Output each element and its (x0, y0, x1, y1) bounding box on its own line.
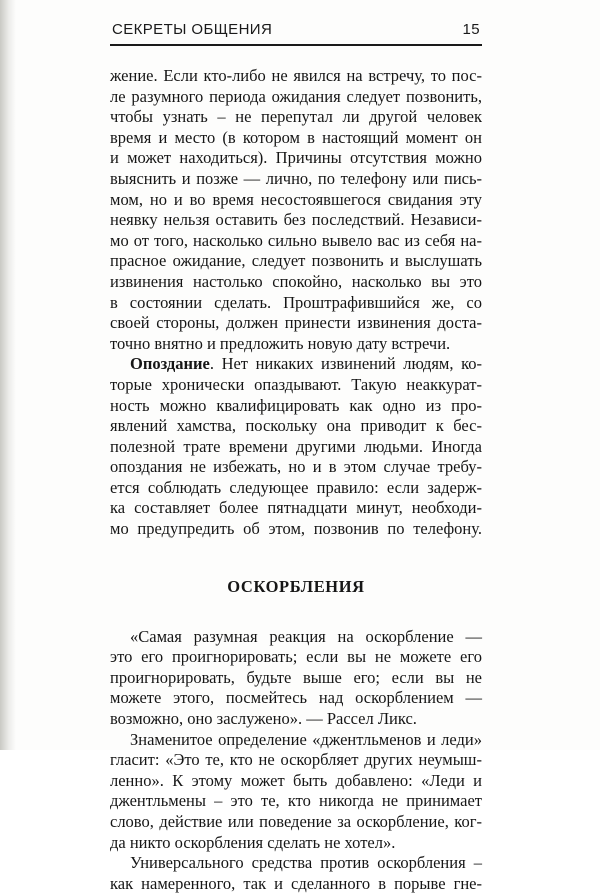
text-line: выяснить и позже — лично, по телефону или пись- (110, 168, 482, 188)
text-line: ность можно квалифицировать как одно из про- (110, 395, 482, 415)
text-line: ле разумного периода ожидания следует позвонить, (110, 86, 482, 106)
text-line: ленно». К этому может быть добавлено: «Леди и (110, 770, 482, 790)
text-line: в состоянии сделать. Проштрафившийся же, со (110, 292, 482, 312)
text-line: явлений хамства, поскольку она приводит к бес- (110, 416, 482, 436)
paragraph-missed-meeting (110, 66, 482, 354)
running-header (110, 18, 482, 46)
text-line: опоздания не избежать, но и в этом случае требу- (110, 457, 482, 477)
text-line: торые хронически опаздывают. Такую неаккурат- (110, 374, 482, 394)
text-line: слово, действие или поведение за оскорбление, ког- (110, 812, 482, 831)
page-gutter-shadow (0, 0, 16, 750)
text-line: Универсального средства против оскорбления – (130, 853, 482, 873)
text-line: извинения настолько спокойно, насколько вы это (110, 271, 482, 291)
text-line: время и место (в котором в настоящий момент он (110, 127, 482, 147)
text-line: гласит: «Это те, кто не оскорбляет других неумыш- (110, 750, 482, 770)
text-line (110, 354, 482, 375)
text-line: мом, но и во время несостоявшегося свидания эту (110, 189, 482, 209)
running-header-title: СЕКРЕТЫ ОБЩЕНИЯ (112, 21, 273, 38)
text-line: «Самая разумная реакция на оскорбление — (130, 626, 482, 646)
text-line: как намеренного, так и сделанного в порыве гне- (110, 873, 482, 893)
text-line: ется соблюдать следующее правило: если задерж- (110, 477, 482, 497)
text-line: это его проигнорировать; если вы не можете его (110, 647, 482, 667)
text-line: Знаменитое определение «джентльменов и леди» (130, 729, 482, 749)
term-lateness: Опоздание (130, 354, 210, 374)
text-line: мо от того, насколько сильно вывело вас из себя на- (110, 230, 482, 250)
paragraph-definition (110, 730, 482, 854)
text-line: жение. Если кто-либо не явился на встречу, то пос- (110, 66, 482, 85)
page-number: 15 (462, 21, 480, 38)
text-line: мо предупредить об этом, позвонив по телефону. (110, 519, 482, 539)
text-line: да никто оскорбления сделать не хотел». (110, 832, 396, 852)
text-line: точно внятно и предложить новую дату встречи. (110, 333, 451, 353)
text-line: и может находиться). Причины отсутствия можно (110, 148, 482, 168)
text-line: проигнорировать, будьте выше его; если вы не (110, 667, 482, 687)
text-line: неявку нельзя оставить без последствий. Независи- (110, 210, 482, 230)
text-line: своей стороны, должен принести извинения доста- (110, 313, 482, 333)
paragraph-lateness (110, 354, 482, 539)
text-line: ка составляет более пятнадцати минут, необходи- (110, 498, 482, 518)
text-line: чтобы узнать – не перепутал ли другой человек (110, 107, 482, 127)
paragraph-remedy (110, 853, 482, 894)
text-line: можете этого, посмейтесь над оскорблением — (110, 688, 482, 708)
section-heading: ОСКОРБЛЕНИЯ (227, 576, 365, 596)
text-line: полезной трате времени другими людьми. Иногда (110, 436, 482, 456)
text-line-rest: . Нет никаких извинений людям, ко- (209, 354, 482, 374)
paragraph-quote (110, 627, 482, 730)
text-line: возможно, оно заслужено». — Рассел Ликс. (110, 709, 417, 729)
page-body (110, 66, 482, 894)
text-line: прасное ожидание, следует позвонить и выслушать (110, 251, 482, 271)
text-line: джентльмены – это те, кто никогда не принимает (110, 791, 482, 811)
